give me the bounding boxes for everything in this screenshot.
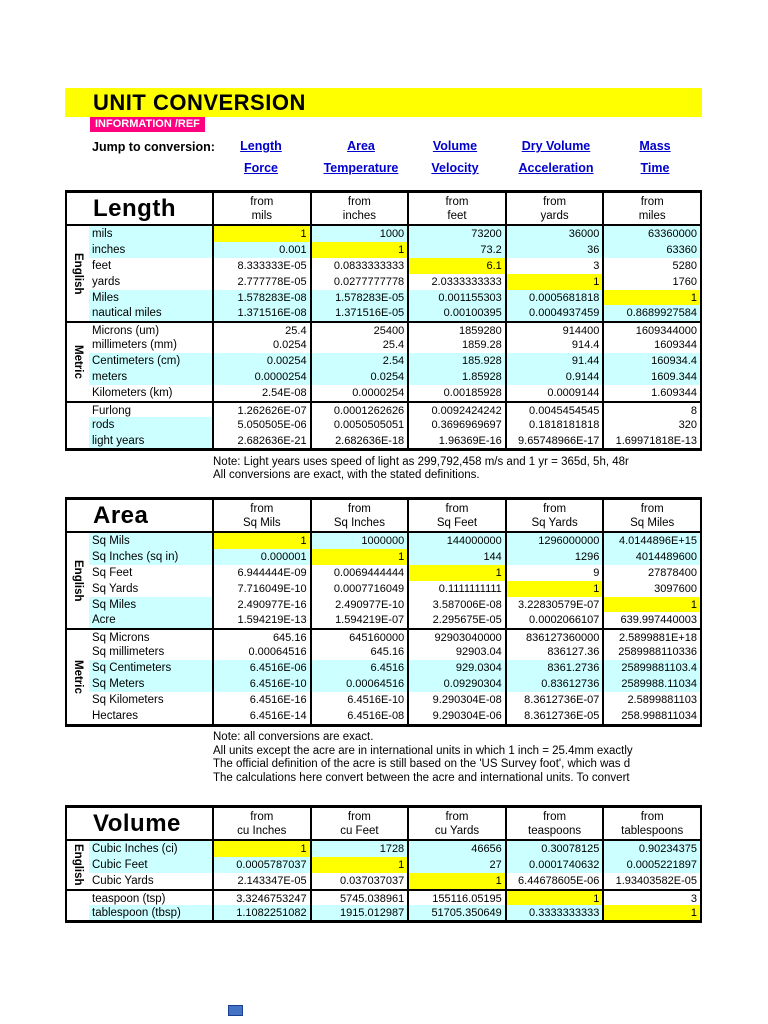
- value-cell: 0.00185928: [407, 385, 505, 401]
- note-line: Note: all conversions are exact.: [213, 730, 374, 743]
- row-label: Sq Microns: [89, 628, 212, 644]
- group-label-metric: Metric: [67, 628, 89, 723]
- column-header-from-miles: from miles: [602, 193, 700, 226]
- value-cell: 6.44678605E-06: [505, 873, 603, 889]
- value-cell: 144000000: [407, 533, 505, 549]
- value-cell: 1760: [602, 274, 700, 290]
- row-label: Sq Kilometers: [92, 693, 164, 706]
- value-cell: 25.4: [212, 321, 310, 337]
- value-cell: 0.9144: [505, 369, 603, 385]
- row-label: Centimeters (cm): [89, 353, 212, 369]
- value-cell: 8361.2736: [505, 660, 603, 676]
- row-label: meters: [89, 369, 212, 385]
- blue-artifact-marker: [228, 1005, 243, 1016]
- value-cell: 0.0254: [212, 337, 310, 353]
- column-header-from-sq-miles: from Sq Miles: [602, 500, 700, 533]
- jump-to-conversion-label: Jump to conversion:: [92, 140, 215, 154]
- value-cell: 0.0005787037: [212, 857, 310, 873]
- group-label-english: English: [72, 844, 84, 886]
- value-cell: 0.0005681818: [505, 290, 603, 306]
- row-label: feet: [92, 259, 112, 272]
- value-cell: 7.716049E-10: [212, 581, 310, 597]
- value-cell: 3097600: [602, 581, 700, 597]
- value-cell: 92903040000: [407, 628, 505, 644]
- jump-link-acceleration[interactable]: Acceleration: [518, 161, 594, 175]
- value-cell: 0.0002066107: [505, 612, 603, 628]
- value-cell: 6.4516E-14: [212, 708, 310, 724]
- row-label: teaspoon (tsp): [89, 889, 212, 905]
- value-cell: 0.3696969697: [407, 417, 505, 433]
- table-title-volume: Volume: [67, 808, 212, 841]
- value-cell: 645160000: [310, 628, 408, 644]
- identity-cell: 1: [310, 857, 408, 873]
- value-cell: 1609344: [602, 337, 700, 353]
- value-cell: 1000000: [310, 533, 408, 549]
- value-cell: 3: [505, 258, 603, 274]
- conversion-table-area: [65, 497, 702, 727]
- jump-link-cell: [213, 159, 309, 177]
- value-cell: 0.1818181818: [505, 417, 603, 433]
- value-cell: 2589988.11034: [602, 676, 700, 692]
- value-cell: 2.490977E-16: [212, 597, 310, 613]
- value-cell: 3.587006E-08: [407, 597, 505, 613]
- value-cell: 0.0001262626: [310, 401, 408, 417]
- row-label: nautical miles: [89, 305, 212, 321]
- value-cell: 0.30078125: [505, 841, 603, 857]
- group-gutter: [67, 401, 89, 449]
- row-label: Sq Feet: [92, 566, 133, 579]
- value-cell: 8: [602, 401, 700, 417]
- value-cell: 1859280: [407, 321, 505, 337]
- value-cell: 73.2: [407, 242, 505, 258]
- column-header-from-tablespoons: from tablespoons: [602, 808, 700, 841]
- row-label: Acre: [89, 612, 212, 628]
- value-cell: 5745.038961: [310, 889, 408, 905]
- value-cell: 1.69971818E-13: [602, 433, 700, 449]
- jump-link-area[interactable]: Area: [347, 139, 375, 153]
- value-cell: 5280: [602, 258, 700, 274]
- row-label: Sq Yards: [92, 582, 139, 595]
- value-cell: 2.295675E-05: [407, 612, 505, 628]
- row-label: inches: [89, 242, 212, 258]
- value-cell: 25899881103.4: [602, 660, 700, 676]
- value-cell: 27: [407, 857, 505, 873]
- identity-cell: 1: [407, 873, 505, 889]
- row-label: yards: [92, 275, 121, 288]
- group-label-metric: Metric: [67, 321, 89, 400]
- value-cell: 6.4516E-16: [212, 692, 310, 708]
- column-header-from-feet: from feet: [407, 193, 505, 226]
- value-cell: 63360000: [602, 226, 700, 242]
- value-cell: 91.44: [505, 353, 603, 369]
- value-cell: 0.0004937459: [505, 305, 603, 321]
- value-cell: 0.83612736: [505, 676, 603, 692]
- value-cell: 0.00064516: [212, 644, 310, 660]
- column-header-from-inches: from inches: [310, 193, 408, 226]
- value-cell: 155116.05195: [407, 889, 505, 905]
- value-cell: 0.0001740632: [505, 857, 603, 873]
- value-cell: 5.050505E-06: [212, 417, 310, 433]
- value-cell: 2.490977E-10: [310, 597, 408, 613]
- column-header-from-mils: from mils: [212, 193, 310, 226]
- identity-cell: 1: [505, 889, 603, 905]
- jump-link-cell: [615, 137, 695, 155]
- identity-cell: 1: [602, 597, 700, 613]
- value-cell: 9.65748966E-17: [505, 433, 603, 449]
- value-cell: 25400: [310, 321, 408, 337]
- value-cell: 160934.4: [602, 353, 700, 369]
- value-cell: 0.09290304: [407, 676, 505, 692]
- value-cell: 6.4516E-06: [212, 660, 310, 676]
- identity-cell: 1: [505, 581, 603, 597]
- value-cell: 1859.28: [407, 337, 505, 353]
- identity-cell: 1: [310, 242, 408, 258]
- value-cell: 6.944444E-09: [212, 565, 310, 581]
- value-cell: 258.998811034: [602, 708, 700, 724]
- note-line: The official definition of the acre is still based on the 'US Survey foot', which was d: [213, 758, 631, 771]
- jump-link-velocity[interactable]: Velocity: [431, 161, 479, 175]
- jump-link-cell: [497, 159, 615, 177]
- row-label: rods: [89, 417, 212, 433]
- value-cell: 1.594219E-13: [212, 612, 310, 628]
- identity-cell: 1: [602, 905, 700, 921]
- value-cell: 836127360000: [505, 628, 603, 644]
- value-cell: 2.5899881E+18: [602, 628, 700, 644]
- value-cell: 8.3612736E-07: [505, 692, 603, 708]
- column-header-from-sq-inches: from Sq Inches: [310, 500, 408, 533]
- row-label: Sq Inches (sq in): [89, 549, 212, 565]
- identity-cell: 1: [505, 274, 603, 290]
- conversion-table-length: [65, 190, 702, 451]
- information-ref-tag: INFORMATION /REF: [90, 117, 205, 132]
- value-cell: 8.3612736E-05: [505, 708, 603, 724]
- value-cell: 0.00254: [212, 353, 310, 369]
- value-cell: 6.4516E-08: [310, 708, 408, 724]
- value-cell: 2.682636E-21: [212, 433, 310, 449]
- value-cell: 0.0833333333: [310, 258, 408, 274]
- row-label: millimeters (mm): [92, 339, 177, 352]
- value-cell: 46656: [407, 841, 505, 857]
- value-cell: 1.609344: [602, 385, 700, 401]
- value-cell: 3: [602, 889, 700, 905]
- row-label: Sq millimeters: [92, 646, 165, 659]
- value-cell: 25.4: [310, 337, 408, 353]
- value-cell: 929.0304: [407, 660, 505, 676]
- column-header-from-teaspoons: from teaspoons: [505, 808, 603, 841]
- row-label: Cubic Inches (ci): [89, 841, 212, 857]
- value-cell: 1609.344: [602, 369, 700, 385]
- group-label-english: English: [72, 559, 84, 602]
- column-header-from-cu-inches: from cu Inches: [212, 808, 310, 841]
- value-cell: 0.3333333333: [505, 905, 603, 921]
- value-cell: 2589988110336: [602, 644, 700, 660]
- row-label: tablespoon (tbsp): [89, 905, 212, 921]
- value-cell: 27878400: [602, 565, 700, 581]
- value-cell: 0.0005221897: [602, 857, 700, 873]
- identity-cell: 1: [407, 565, 505, 581]
- row-label: Sq Mils: [89, 533, 212, 549]
- identity-cell: 1: [212, 533, 310, 549]
- row-label: Cubic Yards: [92, 874, 154, 887]
- value-cell: 9: [505, 565, 603, 581]
- row-label: Sq Meters: [89, 676, 212, 692]
- value-cell: 1.85928: [407, 369, 505, 385]
- value-cell: 0.00100395: [407, 305, 505, 321]
- value-cell: 914400: [505, 321, 603, 337]
- value-cell: 0.0009144: [505, 385, 603, 401]
- column-header-from-yards: from yards: [505, 193, 603, 226]
- note-line: Note: Light years uses speed of light as 299,792,458 m/s and 1 yr = 365d, 5h, 48r: [213, 455, 629, 468]
- identity-cell: 1: [212, 841, 310, 857]
- jump-link-length[interactable]: Length: [240, 139, 282, 153]
- value-cell: 0.1111111111: [407, 581, 505, 597]
- row-label: Furlong: [89, 401, 212, 417]
- row-label: mils: [89, 226, 212, 242]
- value-cell: 9.290304E-06: [407, 708, 505, 724]
- value-cell: 645.16: [310, 644, 408, 660]
- table-notes-area: [213, 731, 633, 786]
- value-cell: 0.90234375: [602, 841, 700, 857]
- row-label: light years: [89, 433, 212, 449]
- jump-link-cell: [213, 137, 309, 155]
- value-cell: 1728: [310, 841, 408, 857]
- value-cell: 0.0007716049: [310, 581, 408, 597]
- value-cell: 2.143347E-05: [212, 873, 310, 889]
- title-banner: [65, 88, 702, 117]
- value-cell: 0.0000254: [212, 369, 310, 385]
- table-title-area: Area: [67, 500, 212, 533]
- value-cell: 1.371516E-05: [310, 305, 408, 321]
- value-cell: 1.594219E-07: [310, 612, 408, 628]
- value-cell: 1296: [505, 549, 603, 565]
- column-header-from-cu-feet: from cu Feet: [310, 808, 408, 841]
- value-cell: 6.4516: [310, 660, 408, 676]
- jump-link-cell: [497, 137, 615, 155]
- value-cell: 0.000001: [212, 549, 310, 565]
- identity-cell: 1: [212, 226, 310, 242]
- value-cell: 1.262626E-07: [212, 401, 310, 417]
- table-notes-length: [213, 456, 629, 484]
- value-cell: 0.8689927584: [602, 305, 700, 321]
- value-cell: 1609344000: [602, 321, 700, 337]
- jump-link-cell: [309, 137, 413, 155]
- value-cell: 3.3246753247: [212, 889, 310, 905]
- row-label: Hectares: [92, 709, 139, 722]
- jump-link-cell: [413, 137, 497, 155]
- value-cell: 2.54: [310, 353, 408, 369]
- value-cell: 0.037037037: [310, 873, 408, 889]
- value-cell: 73200: [407, 226, 505, 242]
- note-line: All units except the acre are in international units in which 1 inch = 25.4mm exactly: [213, 744, 633, 757]
- note-line: The calculations here convert between the acre and international units. To convert: [213, 772, 630, 785]
- value-cell: 1.93403582E-05: [602, 873, 700, 889]
- value-cell: 2.54E-08: [212, 385, 310, 401]
- value-cell: 2.0333333333: [407, 274, 505, 290]
- column-header-from-cu-yards: from cu Yards: [407, 808, 505, 841]
- conversion-table-volume: [65, 805, 702, 923]
- value-cell: 3.22830579E-07: [505, 597, 603, 613]
- row-label: Sq Centimeters: [89, 660, 212, 676]
- value-cell: 36: [505, 242, 603, 258]
- value-cell: 0.0277777778: [310, 274, 408, 290]
- row-label: Miles: [89, 290, 212, 306]
- jump-link-temperature[interactable]: Temperature: [323, 161, 399, 175]
- page-title: UNIT CONVERSION: [93, 90, 306, 115]
- value-cell: 639.997440003: [602, 612, 700, 628]
- value-cell: 1000: [310, 226, 408, 242]
- value-cell: 2.682636E-18: [310, 433, 408, 449]
- identity-cell: 6.1: [407, 258, 505, 274]
- jump-link-dry-volume[interactable]: Dry Volume: [521, 139, 591, 153]
- value-cell: 0.0000254: [310, 385, 408, 401]
- value-cell: 0.0254: [310, 369, 408, 385]
- value-cell: 4.0144896E+15: [602, 533, 700, 549]
- row-label: Kilometers (km): [92, 386, 173, 399]
- value-cell: 63360: [602, 242, 700, 258]
- jump-link-cell: [309, 159, 413, 177]
- value-cell: 2.5899881103: [602, 692, 700, 708]
- value-cell: 92903.04: [407, 644, 505, 660]
- column-header-from-sq-mils: from Sq Mils: [212, 500, 310, 533]
- value-cell: 6.4516E-10: [310, 692, 408, 708]
- value-cell: 9.290304E-08: [407, 692, 505, 708]
- value-cell: 0.0069444444: [310, 565, 408, 581]
- jump-link-mass[interactable]: Mass: [639, 139, 671, 153]
- value-cell: 0.001155303: [407, 290, 505, 306]
- value-cell: 51705.350649: [407, 905, 505, 921]
- value-cell: 0.0045454545: [505, 401, 603, 417]
- value-cell: 836127.36: [505, 644, 603, 660]
- value-cell: 1915.012987: [310, 905, 408, 921]
- identity-cell: 1: [310, 549, 408, 565]
- value-cell: 0.00064516: [310, 676, 408, 692]
- value-cell: 1.578283E-05: [310, 290, 408, 306]
- value-cell: 645.16: [212, 628, 310, 644]
- value-cell: 144: [407, 549, 505, 565]
- value-cell: 0.0050505051: [310, 417, 408, 433]
- row-label: Cubic Feet: [89, 857, 212, 873]
- jump-link-cell: [413, 159, 497, 177]
- column-header-from-sq-feet: from Sq Feet: [407, 500, 505, 533]
- row-label: Microns (um): [89, 321, 212, 337]
- identity-cell: 1: [602, 290, 700, 306]
- jump-link-cell: [615, 159, 695, 177]
- column-header-from-sq-yards: from Sq Yards: [505, 500, 603, 533]
- value-cell: 1.1082251082: [212, 905, 310, 921]
- row-label: Sq Miles: [89, 597, 212, 613]
- value-cell: 1.578283E-08: [212, 290, 310, 306]
- value-cell: 0.0092424242: [407, 401, 505, 417]
- jump-links: [213, 137, 695, 177]
- value-cell: 185.928: [407, 353, 505, 369]
- value-cell: 1.96369E-16: [407, 433, 505, 449]
- table-title-length: Length: [67, 193, 212, 226]
- value-cell: 1.371516E-08: [212, 305, 310, 321]
- value-cell: 0.001: [212, 242, 310, 258]
- value-cell: 6.4516E-10: [212, 676, 310, 692]
- value-cell: 4014489600: [602, 549, 700, 565]
- value-cell: 320: [602, 417, 700, 433]
- group-gutter: [67, 889, 89, 921]
- value-cell: 8.333333E-05: [212, 258, 310, 274]
- jump-link-force[interactable]: Force: [243, 161, 279, 175]
- jump-link-time[interactable]: Time: [640, 161, 670, 175]
- group-label-english: English: [72, 252, 84, 295]
- value-cell: 914.4: [505, 337, 603, 353]
- jump-link-volume[interactable]: Volume: [432, 139, 478, 153]
- value-cell: 1296000000: [505, 533, 603, 549]
- value-cell: 2.777778E-05: [212, 274, 310, 290]
- value-cell: 36000: [505, 226, 603, 242]
- note-line: All conversions are exact, with the stated definitions.: [213, 469, 480, 482]
